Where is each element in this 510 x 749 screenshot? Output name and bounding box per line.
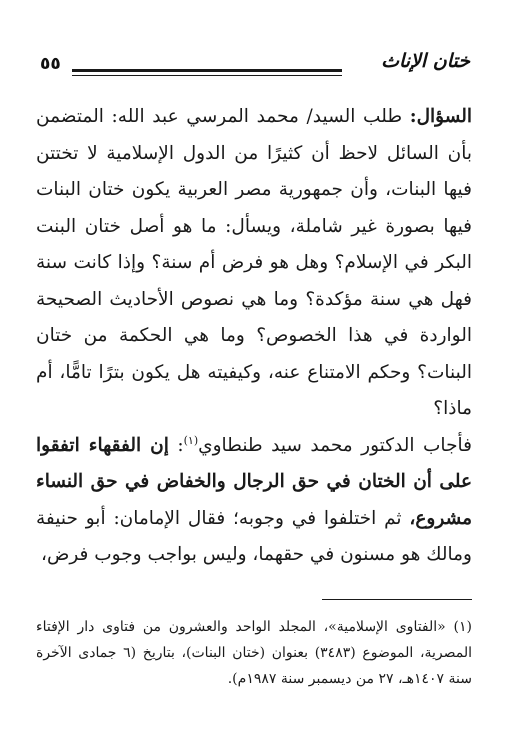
header-rule-thin <box>72 75 342 76</box>
question-label: السؤال: <box>409 106 472 127</box>
main-text <box>36 99 472 574</box>
answer-intro: فأجاب الدكتور محمد سيد طنطاوي <box>198 434 472 456</box>
footnote-marker[interactable]: (١) <box>183 433 199 447</box>
question-text: طلب السيد/ محمد المرسي عبد الله: المتضمن بأن السائل لاحظ أن كثيرًا من الدول الإسلامية لا تختتن فيها البنات، وأن جمهورية مصر العربية يكون ختان البنات فيها بصورة غير شاملة، ويسأل: ما هو أصل ختان البنت البكر في الإسلام؟ وهل هو فرض أم سنة؟ وإذا كانت سنة فهل هي سنة مؤكدة؟ وما هي نصوص الأحاديث الصحيحة الواردة في هذا الخصوص؟ وما هي الحكمة من ختان البنات؟ وحكم الامتناع عنه، وكيفيته هل يكون بترًا تامًّا، أم ماذا؟ <box>36 106 472 419</box>
answer-colon: : <box>168 434 184 456</box>
answer-text: ثم اختلفوا في وجوبه؛ فقال الإمامان: أبو حنيفة ومالك هو مسنون في حقهما، وليس بواجب وجوب فرض، <box>36 507 472 565</box>
answer-paragraph <box>36 428 472 574</box>
page-number: ٥٥ <box>40 54 61 74</box>
footnote-rule <box>322 599 472 600</box>
header-rule <box>72 69 342 72</box>
running-title: ختان الإناث <box>381 50 470 72</box>
footnote: (١) «الفتاوى الإسلامية»، المجلد الواحد والعشرون من فتاوى دار الإفتاء المصرية، الموضوع (٣٤٨٣) بعنوان (ختان البنات)، بتاريخ (٦ جمادى الآخرة سنة ١٤٠٧هـ، ٢٧ من ديسمبر سنة ١٩٨٧م). <box>36 619 473 687</box>
answer-bold-text: إن الفقهاء اتفقوا على أن الختان في حق الرجال والخفاض في حق النساء مشروع، <box>36 434 472 529</box>
running-header <box>40 50 470 86</box>
question-paragraph <box>36 99 472 428</box>
